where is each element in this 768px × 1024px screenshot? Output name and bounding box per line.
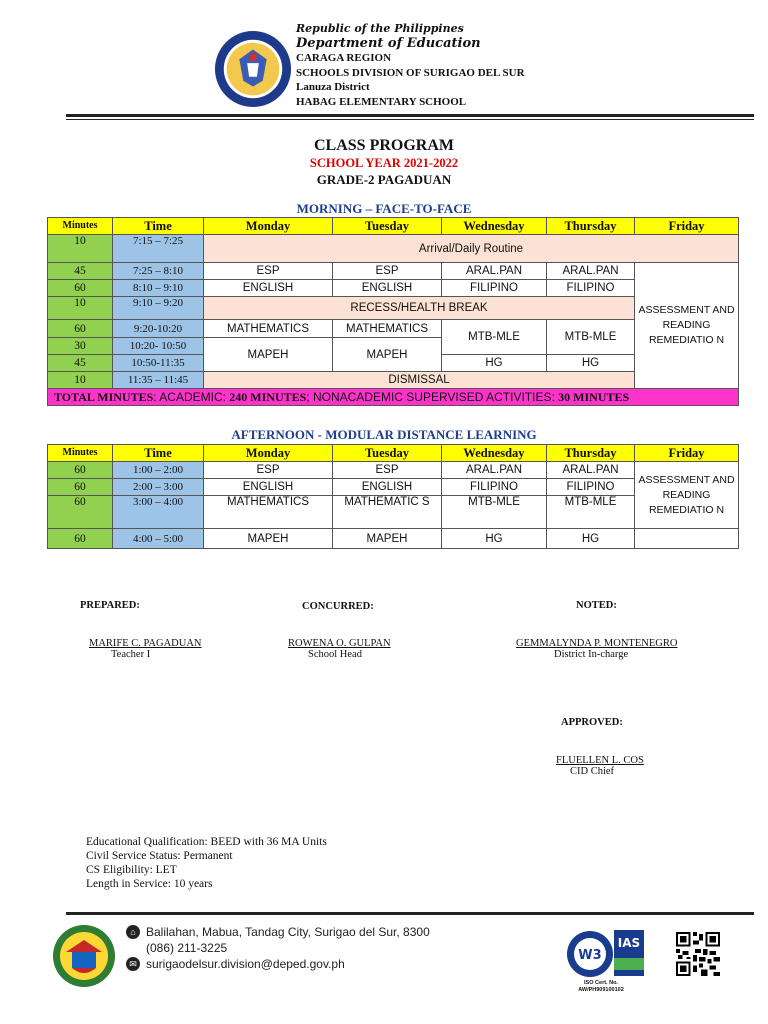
concurred-name: ROWENA O. GULPAN [288,638,391,649]
monday-cell: MATHEMATICS [204,496,333,529]
total-label: TOTAL MINUTES [54,390,154,404]
email-icon: ✉ [126,957,140,971]
time-cell: 1:00 – 2:00 [113,462,204,479]
minutes-cell: 60 [48,496,113,529]
approved-label: APPROVED: [561,717,623,728]
time-cell: 10:50-11:35 [113,355,204,372]
wednesday-cell: ARAL.PAN [442,263,547,280]
minutes-cell: 60 [48,320,113,338]
letterhead [296,22,525,109]
minutes-cell: 45 [48,263,113,280]
tuesday-cell: MAPEH [333,338,442,372]
header-thursday: Thursday [547,218,635,235]
noted-label: NOTED: [576,600,617,611]
concurred-block [302,601,374,612]
minutes-cell: 45 [48,355,113,372]
division-label: SCHOOLS DIVISION OF SURIGAO DEL SUR [296,66,525,79]
monday-cell: ENGLISH [204,280,333,297]
monday-cell: MAPEH [204,529,333,549]
iso-cert-text [566,980,636,994]
approved-name: FLUELLEN L. COS [556,755,644,766]
prepared-label: PREPARED: [80,600,140,611]
header-minutes: Minutes [48,445,113,462]
friday-assessment-cell: ASSESSMENT AND READING REMEDIATIO N [635,462,739,529]
time-cell: 4:00 – 5:00 [113,529,204,549]
approved-title: CID Chief [570,766,615,777]
tuesday-cell: MAPEH [333,529,442,549]
minutes-cell: 10 [48,235,113,263]
thursday-cell: FILIPINO [547,280,635,297]
minutes-cell: 30 [48,338,113,355]
afternoon-schedule-table [47,444,739,549]
contact-info [126,924,430,972]
wednesday-cell: MTB-MLE [442,496,547,529]
header-friday: Friday [635,445,739,462]
table-row [48,263,739,280]
noted-name: GEMMALYNDA P. MONTENEGRO [516,638,678,649]
header-thursday: Thursday [547,445,635,462]
tuesday-cell: ESP [333,263,442,280]
total-minutes-row [48,389,739,406]
ias-label: IAS [617,936,641,950]
concurred-label: CONCURRED: [302,601,374,612]
minutes-cell: 60 [48,462,113,479]
time-cell: 2:00 – 3:00 [113,479,204,496]
footer-rule [66,912,754,915]
tuesday-cell: ENGLISH [333,479,442,496]
table-header-row [48,218,739,235]
division-logo-icon [52,924,116,988]
time-cell: 9:20-10:20 [113,320,204,338]
ias-badge [614,930,644,976]
prepared-block [80,600,140,611]
minutes-cell: 10 [48,297,113,320]
department-label: Department of Education [296,35,481,51]
concurred-title: School Head [308,649,362,660]
approved-block [561,717,623,728]
qualification-line: Length in Service: 10 years [86,878,213,890]
wednesday-cell: MTB-MLE [442,320,547,355]
header-monday: Monday [204,445,333,462]
morning-section-title: MORNING – FACE-TO-FACE [296,201,472,216]
email-text[interactable]: surigaodelsur.division@deped.gov.ph [146,957,345,971]
time-cell: 8:10 – 9:10 [113,280,204,297]
thursday-cell: MTB-MLE [547,496,635,529]
phone-text: (086) 211-3225 [146,941,228,955]
school-year: SCHOOL YEAR 2021-2022 [309,156,459,170]
qr-code-icon [676,932,720,976]
thursday-cell: ARAL.PAN [547,462,635,479]
time-cell: 9:10 – 9:20 [113,297,204,320]
iso-label: ISO Cert. No. [584,980,618,986]
header-tuesday: Tuesday [333,218,442,235]
minutes-cell: 60 [48,529,113,549]
header-time: Time [113,218,204,235]
wednesday-cell: FILIPINO [442,280,547,297]
header-tuesday: Tuesday [333,445,442,462]
noted-signatory [516,638,677,660]
monday-cell: MATHEMATICS [204,320,333,338]
tuesday-cell: MATHEMATICS [333,320,442,338]
thursday-cell: FILIPINO [547,479,635,496]
wednesday-cell: FILIPINO [442,479,547,496]
teacher-qualifications [86,835,327,891]
accredited-strip [614,958,644,970]
home-icon: ⌂ [126,925,140,939]
page-title: CLASS PROGRAM [313,137,454,154]
district-label: Lanuza District [296,81,370,93]
thursday-cell: HG [547,355,635,372]
header-friday: Friday [635,218,739,235]
thursday-cell: ARAL.PAN [547,263,635,280]
qualification-line: CS Eligibility: LET [86,864,177,876]
friday-assessment-cell: ASSESSMENT AND READING REMEDIATIO N [635,263,739,389]
approved-signatory [556,755,644,777]
academic-label: : ACADEMIC: [153,390,230,404]
nonacademic-value: 30 MINUTES [558,390,630,404]
academic-value: 240 MINUTES [229,390,307,404]
nonacademic-label: ; NONACADEMIC SUPERVISED ACTIVITIES: [306,390,559,404]
monday-cell: ESP [204,462,333,479]
phone-row [126,940,430,956]
noted-block [576,600,617,611]
thursday-cell: MTB-MLE [547,320,635,355]
noted-title: District In-charge [554,649,629,660]
time-cell: 7:25 – 8:10 [113,263,204,280]
time-cell: 11:35 – 11:45 [113,372,204,389]
time-cell: 10:20- 10:50 [113,338,204,355]
afternoon-section-title: AFTERNOON - MODULAR DISTANCE LEARNING [231,427,537,442]
time-cell: 7:15 – 7:25 [113,235,204,263]
school-label: HABAG ELEMENTARY SCHOOL [296,95,467,108]
header-time: Time [113,445,204,462]
address-text: Balilahan, Mabua, Tandag City, Surigao del Sur, 8300 [146,925,430,939]
tuesday-cell: ESP [333,462,442,479]
thursday-cell: HG [547,529,635,549]
minutes-cell: 60 [48,280,113,297]
monday-cell: ESP [204,263,333,280]
recess-cell: RECESS/HEALTH BREAK [204,297,635,320]
table-header-row [48,445,739,462]
prepared-name: MARIFE C. PAGADUAN [89,638,202,649]
minutes-cell: 10 [48,372,113,389]
monday-cell: MAPEH [204,338,333,372]
dismissal-cell: DISMISSAL [204,372,635,389]
prepared-title: Teacher I [111,649,151,660]
header-rule-thin [66,119,754,120]
table-row [48,462,739,479]
friday-empty-cell [635,529,739,549]
wednesday-cell: HG [442,529,547,549]
monday-cell: ENGLISH [204,479,333,496]
header-monday: Monday [204,218,333,235]
table-row [48,235,739,263]
minutes-cell: 60 [48,479,113,496]
deped-seal-icon [214,30,292,108]
total-minutes-cell [48,389,739,406]
address-row [126,924,430,940]
wednesday-cell: ARAL.PAN [442,462,547,479]
svg-text:W3: W3 [578,948,602,963]
wednesday-cell: HG [442,355,547,372]
header-wednesday: Wednesday [442,445,547,462]
header-wednesday: Wednesday [442,218,547,235]
tuesday-cell: ENGLISH [333,280,442,297]
header-minutes: Minutes [48,218,113,235]
email-row [126,956,430,972]
concurred-signatory [288,638,391,660]
region-label: CARAGA REGION [296,52,392,64]
tuesday-cell: MATHEMATIC S [333,496,442,529]
iso-cert-icon [566,930,614,978]
qualification-line: Civil Service Status: Permanent [86,850,233,862]
qualification-line: Educational Qualification: BEED with 36 MA Units [86,836,327,848]
grade-section: GRADE-2 PAGADUAN [316,172,452,187]
header-rule-thick [66,114,754,117]
morning-schedule-table [47,217,739,406]
table-row [48,529,739,549]
republic-label: Republic of the Philippines [296,22,464,35]
prepared-signatory [89,638,202,660]
arrival-routine-cell: Arrival/Daily Routine [204,235,739,263]
time-cell: 3:00 – 4:00 [113,496,204,529]
iso-number: AW/PH909100102 [578,987,624,993]
